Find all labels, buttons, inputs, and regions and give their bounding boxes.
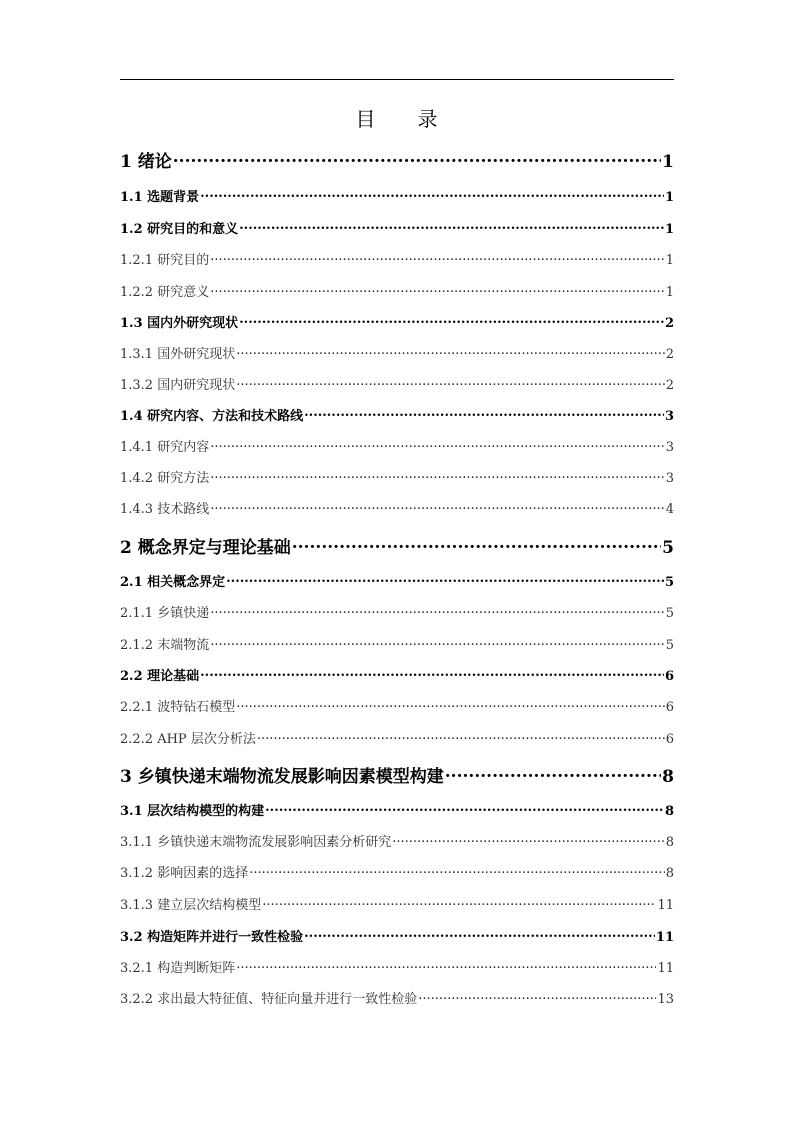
toc-entry-page: 1 [665, 285, 674, 300]
toc-leader-dots [239, 314, 664, 327]
toc-entry-page: 5 [664, 575, 674, 590]
toc-entry-label: 2.2 理论基础 [120, 669, 200, 684]
toc-entry-label: 1.3 国内外研究现状 [120, 316, 239, 331]
toc-entry-page: 1 [665, 253, 674, 268]
toc-leader-dots [173, 150, 661, 167]
toc-leader-dots [392, 833, 665, 846]
toc-entry[interactable] [120, 602, 674, 621]
toc-entry-label: 3.1.3 建立层次结构模型 [120, 898, 262, 913]
toc-entry-label: 2 概念界定与理论基础 [120, 538, 291, 558]
toc-leader-dots [262, 896, 656, 909]
toc-entry-page: 2 [665, 378, 674, 393]
toc-entry[interactable] [120, 831, 674, 850]
toc-entry-page: 6 [665, 732, 674, 747]
toc-entry-page: 11 [657, 898, 674, 913]
toc-leader-dots [236, 959, 656, 972]
toc-entry-page: 5 [662, 538, 674, 558]
toc-entry-page: 11 [655, 930, 674, 945]
toc-entry-label: 3.2 构造矩阵并进行一致性检验 [120, 930, 304, 945]
toc-entry[interactable] [120, 249, 674, 268]
toc-entry-page: 6 [665, 700, 674, 715]
toc-entry[interactable] [120, 218, 674, 237]
toc-leader-dots [445, 765, 661, 782]
toc-entry[interactable] [120, 343, 674, 362]
toc-entry-label: 1.3.1 国外研究现状 [120, 347, 236, 362]
toc-entry[interactable] [120, 634, 674, 653]
toc-leader-dots [265, 802, 664, 815]
toc-entry[interactable] [120, 926, 674, 945]
toc-entry-label: 1.3.2 国内研究现状 [120, 378, 236, 393]
toc-entry[interactable] [120, 405, 674, 424]
toc-entry-label: 2.2.2 AHP 层次分析法 [120, 732, 256, 747]
toc-leader-dots [304, 407, 664, 420]
toc-entry[interactable] [120, 467, 674, 486]
toc-entry[interactable] [120, 665, 674, 684]
toc-entry[interactable] [120, 762, 674, 787]
toc-entry[interactable] [120, 957, 674, 976]
toc-leader-dots [257, 730, 665, 743]
toc-entry[interactable] [120, 894, 674, 913]
toc-entry-label: 1.2 研究目的和意义 [120, 222, 239, 237]
toc-entry-label: 1.1 选题背景 [120, 190, 200, 205]
toc-entry[interactable] [120, 862, 674, 881]
toc-entry[interactable] [120, 374, 674, 393]
toc-entry-page: 8 [665, 866, 674, 881]
toc-entry-page: 13 [657, 992, 674, 1007]
toc-leader-dots [236, 376, 665, 389]
toc-entry-page: 1 [664, 190, 674, 205]
toc-leader-dots [210, 283, 665, 296]
toc-entry-page: 1 [662, 152, 674, 172]
toc-entry-page: 6 [664, 669, 674, 684]
toc-entry-label: 3.2.2 求出最大特征值、特征向量并进行一致性检验 [120, 992, 418, 1007]
toc-leader-dots [200, 188, 664, 201]
toc-leader-dots [304, 928, 655, 941]
toc-entry-label: 3.1.2 影响因素的选择 [120, 866, 249, 881]
toc-entry-label: 3.2.1 构造判断矩阵 [120, 961, 236, 976]
toc-leader-dots [236, 345, 665, 358]
toc-entry-page: 5 [665, 606, 674, 621]
toc-entry[interactable] [120, 728, 674, 747]
toc-entry-label: 1.2.1 研究目的 [120, 253, 210, 268]
toc-entry-label: 2.2.1 波特钻石模型 [120, 700, 236, 715]
toc-entry-page: 5 [665, 638, 674, 653]
toc-entry[interactable] [120, 988, 674, 1007]
toc-entry[interactable] [120, 147, 674, 172]
toc-entry-label: 2.1 相关概念界定 [120, 575, 226, 590]
toc-entry-label: 1 绪论 [120, 152, 172, 172]
toc-entry-label: 3 乡镇快递末端物流发展影响因素模型构建 [120, 767, 444, 787]
toc-entry[interactable] [120, 281, 674, 300]
toc-entry-label: 1.4.3 技术路线 [120, 502, 210, 517]
toc-entry-page: 8 [664, 804, 674, 819]
toc-leader-dots [249, 864, 665, 877]
toc-entry-page: 3 [665, 440, 674, 455]
toc-entry-label: 2.1.2 末端物流 [120, 638, 210, 653]
toc-entry-page: 8 [662, 767, 674, 787]
toc-entry-page: 4 [665, 502, 674, 517]
toc-entry[interactable] [120, 800, 674, 819]
toc-entry-label: 3.1.1 乡镇快递末端物流发展影响因素分析研究 [120, 835, 392, 850]
toc-leader-dots [292, 536, 661, 553]
title-char-1: 目 [355, 107, 376, 131]
toc-leader-dots [210, 438, 665, 451]
toc-entry-page: 2 [664, 316, 674, 331]
toc-leader-dots [418, 990, 656, 1003]
toc-entry-label: 1.4.2 研究方法 [120, 471, 210, 486]
toc-entry-label: 2.1.1 乡镇快递 [120, 606, 210, 621]
toc-leader-dots [226, 573, 664, 586]
toc-entry[interactable] [120, 498, 674, 517]
toc-entry-label: 1.4.1 研究内容 [120, 440, 210, 455]
toc-leader-dots [210, 604, 665, 617]
toc-entry[interactable] [120, 533, 674, 558]
toc-entry-page: 8 [665, 835, 674, 850]
toc-leader-dots [210, 251, 665, 264]
title-char-2: 录 [417, 107, 438, 131]
toc-entry-page: 11 [657, 961, 674, 976]
toc-entry[interactable] [120, 312, 674, 331]
toc-entry[interactable] [120, 571, 674, 590]
toc-entry-label: 1.4 研究内容、方法和技术路线 [120, 409, 304, 424]
toc-leader-dots [239, 220, 664, 233]
toc-entry-page: 3 [665, 471, 674, 486]
toc-leader-dots [210, 636, 665, 649]
toc-entry[interactable] [120, 696, 674, 715]
page-title [0, 103, 793, 132]
toc-leader-dots [236, 698, 665, 711]
toc-entry-page: 1 [664, 222, 674, 237]
toc-leader-dots [210, 500, 665, 513]
toc-leader-dots [210, 469, 665, 482]
toc-entry-label: 1.2.2 研究意义 [120, 285, 210, 300]
toc-entry[interactable] [120, 186, 674, 205]
toc-entry[interactable] [120, 436, 674, 455]
toc-entry-page: 2 [665, 347, 674, 362]
header-rule [120, 79, 674, 80]
toc-entry-label: 3.1 层次结构模型的构建 [120, 804, 265, 819]
toc-leader-dots [200, 667, 664, 680]
toc-entry-page: 3 [664, 409, 674, 424]
